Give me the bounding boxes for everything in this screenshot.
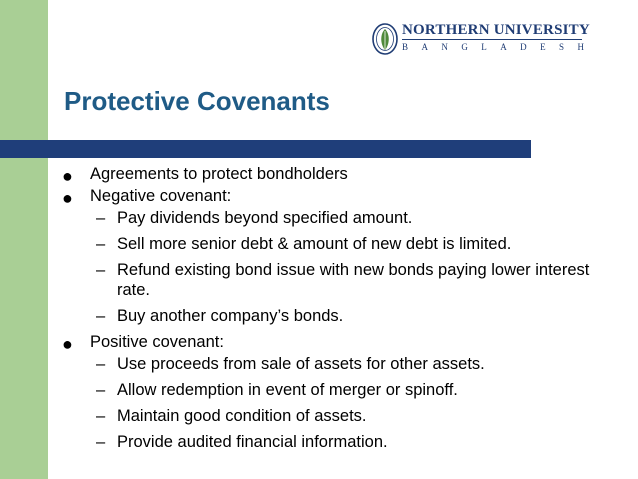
logo-country (402, 42, 584, 52)
sub-bullet-item (60, 260, 617, 300)
logo-letter: S (559, 42, 565, 52)
logo-letter: E (540, 42, 546, 52)
logo-letter: N (441, 42, 448, 52)
sub-bullet-item (60, 208, 630, 228)
bullet-dot-icon: ● (62, 188, 73, 208)
bullet-text: Positive covenant: (90, 333, 224, 351)
bullet-item (60, 332, 630, 352)
sub-bullet-text: Allow redemption in event of merger or spinoff. (117, 381, 458, 399)
dash-icon: – (96, 407, 106, 425)
bullet-dot-icon: ● (62, 166, 73, 186)
logo-letter: G (461, 42, 468, 52)
sub-bullet-text: Buy another company’s bonds. (117, 307, 344, 325)
sub-bullet-item (60, 380, 630, 400)
dash-icon: – (96, 261, 106, 279)
dash-icon: – (96, 307, 106, 325)
sub-bullet-item (60, 406, 630, 426)
dash-icon: – (96, 235, 106, 253)
bullet-list (60, 164, 630, 458)
logo-letter: L (481, 42, 487, 52)
dash-icon: – (96, 381, 106, 399)
title-underline-bar (0, 140, 531, 158)
sub-bullet-text: Provide audited financial information. (117, 433, 388, 451)
logo-divider (402, 39, 582, 40)
logo-letter: D (520, 42, 527, 52)
university-emblem-icon (370, 22, 400, 56)
sub-bullet-text: Sell more senior debt & amount of new debt is limited. (117, 235, 512, 253)
sub-bullet-text: Refund existing bond issue with new bonds paying lower interest rate. (117, 261, 590, 299)
sub-bullet-item (60, 306, 630, 326)
sub-bullet-text: Use proceeds from sale of assets for other assets. (117, 355, 485, 373)
university-logo (370, 20, 590, 58)
logo-letter: A (421, 42, 428, 52)
bullet-text: Negative covenant: (90, 187, 232, 205)
bullet-text: Agreements to protect bondholders (90, 165, 348, 183)
sub-bullet-text: Maintain good condition of assets. (117, 407, 367, 425)
sub-bullet-item (60, 432, 630, 452)
dash-icon: – (96, 355, 106, 373)
dash-icon: – (96, 209, 106, 227)
bullet-dot-icon: ● (62, 334, 73, 354)
logo-letter: B (402, 42, 409, 52)
bullet-item (60, 186, 630, 206)
bullet-item (60, 164, 630, 184)
logo-letter: H (577, 42, 584, 52)
sub-bullet-text: Pay dividends beyond specified amount. (117, 209, 413, 227)
sub-bullet-item (60, 354, 630, 374)
dash-icon: – (96, 433, 106, 451)
sub-bullet-item (60, 234, 630, 254)
slide-title: Protective Covenants (64, 86, 330, 116)
left-green-band (0, 0, 48, 479)
logo-letter: A (500, 42, 507, 52)
logo-university-name: NORTHERN UNIVERSITY (402, 22, 590, 38)
